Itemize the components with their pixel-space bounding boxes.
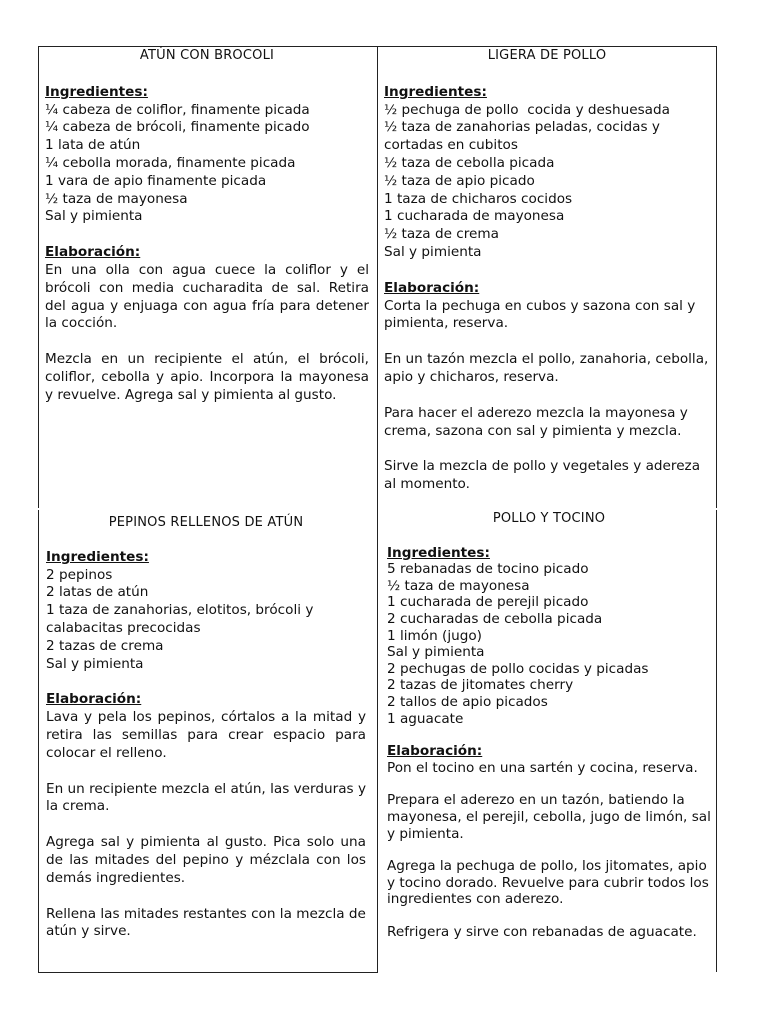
method-heading: Elaboración: bbox=[387, 743, 483, 760]
ingredient-item: 1 lata de atún bbox=[45, 137, 141, 154]
method-step: En un tazón mezcla el pollo, zanahoria, cebolla, apio y chicharos, reserva. bbox=[384, 351, 709, 385]
ingredient-item: 2 tazas de crema bbox=[46, 637, 164, 654]
recipe-card-pepinos-rellenos bbox=[46, 514, 366, 941]
ingredient-item: ¼ cabeza de brócoli, finamente picado bbox=[45, 119, 310, 136]
ingredient-item: ½ taza de mayonesa bbox=[387, 577, 530, 594]
recipe-title: PEPINOS RELLENOS DE ATÚN bbox=[108, 515, 304, 530]
method-step: Agrega la pechuga de pollo, los jitomates, apio y tocino dorado. Revuelve para cubrir todos los ingredientes con aderezo. bbox=[387, 858, 709, 908]
ingredient-item: ½ taza de apio picado bbox=[384, 172, 535, 189]
ingredient-item: 1 taza de chicharos cocidos bbox=[384, 190, 573, 207]
method-step: Lava y pela los pepinos, córtalos a la mitad y retira las semillas para crear espacio para colocar el relleno. bbox=[46, 709, 366, 761]
ingredients-heading: Ingredientes: bbox=[46, 548, 149, 565]
ingredient-item: ½ taza de cebolla picada bbox=[384, 154, 555, 171]
recipe-title: POLLO Y TOCINO bbox=[492, 511, 606, 526]
ingredient-item: 1 taza de zanahorias, elotitos, brócoli y bbox=[46, 602, 314, 619]
recipe-title: LIGERA DE POLLO bbox=[487, 48, 607, 63]
method-step: En un recipiente mezcla el atún, las verduras y la crema. bbox=[46, 780, 366, 815]
ingredients-heading: Ingredientes: bbox=[45, 83, 148, 100]
ingredient-item: ½ taza de mayonesa bbox=[45, 190, 188, 207]
ingredient-item: Sal y pimienta bbox=[46, 655, 144, 672]
ingredient-item: 1 vara de apio finamente picada bbox=[45, 172, 267, 189]
right-border-lower bbox=[716, 510, 717, 972]
ingredients-heading: Ingredientes: bbox=[387, 544, 490, 561]
method-step: Prepara el aderezo en un tazón, batiendo la mayonesa, el perejil, cebolla, jugo de limón, sal y pimienta. bbox=[387, 792, 711, 842]
ingredient-item: cortadas en cubitos bbox=[384, 137, 518, 154]
recipe-title: ATÚN CON BROCOLI bbox=[139, 48, 275, 63]
ingredient-item: ½ taza de zanahorias peladas, cocidas y bbox=[384, 119, 660, 136]
method-step: En una olla con agua cuece la coliflor y el brócoli con media cucharadita de sal. Retira del agua y enjuaga con agua fría para detener la cocción. bbox=[45, 261, 369, 332]
ingredient-item: calabacitas precocidas bbox=[46, 619, 201, 636]
ingredient-item: ½ taza de crema bbox=[384, 226, 499, 243]
ingredients-heading: Ingredientes: bbox=[384, 83, 487, 100]
left-border-upper bbox=[38, 46, 39, 508]
ingredient-item: Sal y pimienta bbox=[387, 644, 485, 661]
ingredient-item: ¼ cabeza de coliflor, finamente picada bbox=[45, 101, 310, 118]
ingredient-item: 1 cucharada de mayonesa bbox=[384, 208, 565, 225]
ingredient-item: 1 limón (jugo) bbox=[387, 627, 482, 644]
method-heading: Elaboración: bbox=[384, 279, 480, 296]
ingredient-item: ¼ cebolla morada, finamente picada bbox=[45, 154, 296, 171]
right-border-upper bbox=[716, 46, 717, 508]
method-step: Para hacer el aderezo mezcla la mayonesa y crema, sazona con sal y pimienta y mezcla. bbox=[384, 404, 688, 439]
method-heading: Elaboración: bbox=[45, 244, 141, 261]
ingredient-item: 2 pepinos bbox=[46, 566, 113, 583]
method-step: Mezcla en un recipiente el atún, el brócoli, coliflor, cebolla y apio. Incorpora la mayonesa y revuelve. Agrega sal y pimienta al gusto. bbox=[45, 351, 369, 403]
ingredient-item: ½ pechuga de pollo cocida y deshuesada bbox=[384, 101, 670, 118]
recipe-card-ligera-de-pollo bbox=[384, 47, 710, 494]
method-step: Agrega sal y pimienta al gusto. Pica solo una de las mitades del pepino y mézclala con los demás ingredientes. bbox=[46, 834, 366, 886]
recipe-card-pollo-y-tocino bbox=[387, 511, 711, 940]
ingredient-item: 5 rebanadas de tocino picado bbox=[387, 561, 589, 578]
ingredient-item: 2 latas de atún bbox=[46, 584, 149, 601]
method-step: Pon el tocino en una sartén y cocina, reserva. bbox=[387, 759, 698, 776]
ingredient-item: 1 cucharada de perejil picado bbox=[387, 594, 589, 611]
ingredient-item: Sal y pimienta bbox=[45, 208, 143, 225]
recipe-card-atun-con-brocoli bbox=[45, 47, 369, 405]
ingredient-item: 2 pechugas de pollo cocidas y picadas bbox=[387, 660, 649, 677]
ingredient-item: 2 tallos de apio picados bbox=[387, 693, 548, 710]
method-step: Sirve la mezcla de pollo y vegetales y adereza al momento. bbox=[384, 458, 701, 493]
ingredient-item: 2 tazas de jitomates cherry bbox=[387, 677, 574, 694]
method-step: Refrigera y sirve con rebanadas de aguacate. bbox=[387, 923, 697, 940]
ingredient-item: 2 cucharadas de cebolla picada bbox=[387, 610, 603, 627]
center-divider bbox=[377, 46, 378, 972]
left-border-lower bbox=[38, 510, 39, 972]
ingredient-item: Sal y pimienta bbox=[384, 243, 482, 260]
method-heading: Elaboración: bbox=[46, 691, 142, 708]
method-step: Rellena las mitades restantes con la mezcla de atún y sirve. bbox=[46, 905, 366, 940]
method-step: Corta la pechuga en cubos y sazona con sal y pimienta, reserva. bbox=[384, 297, 696, 332]
ingredient-item: 1 aguacate bbox=[387, 710, 464, 727]
bottom-border-left bbox=[38, 972, 378, 973]
